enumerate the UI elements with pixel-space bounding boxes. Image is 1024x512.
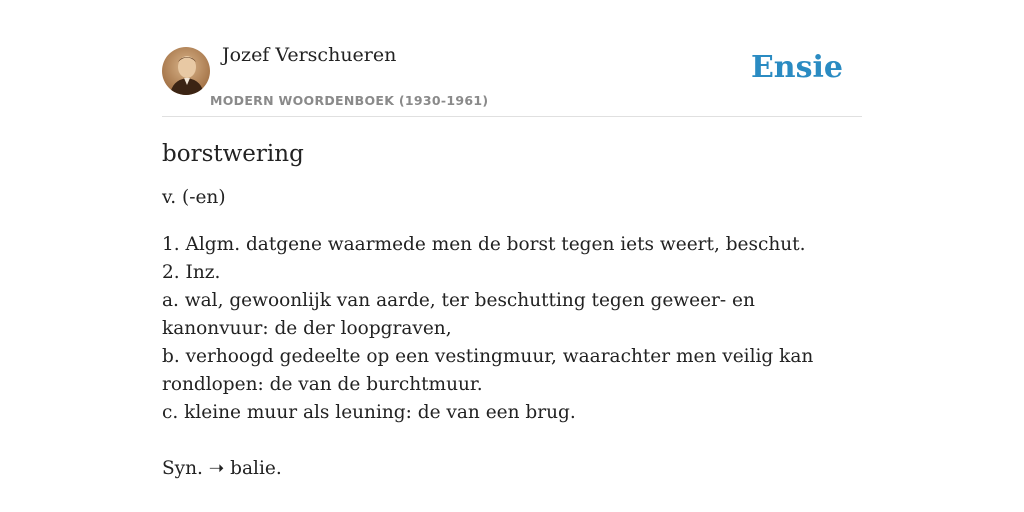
entry-definition	[162, 231, 862, 483]
paragraph-gap	[162, 427, 862, 455]
header	[162, 0, 862, 117]
definition-line: 2. Inz.	[162, 262, 221, 283]
definition-line: a. wal, gewoonlijk van aarde, ter beschutting tegen geweer- en kanonvuur: de der loopgraven,	[162, 290, 755, 339]
author-portrait-icon	[162, 47, 210, 95]
definition-line: c. kleine muur als leuning: de van een brug.	[162, 402, 576, 423]
source-title[interactable]: MODERN WOORDENBOEK (1930-1961)	[210, 93, 489, 108]
entry	[162, 138, 862, 483]
author-avatar[interactable]	[162, 47, 210, 95]
author-name[interactable]: Jozef Verschueren	[222, 44, 397, 66]
entry-grammar: v. (-en)	[162, 187, 226, 208]
definition-line: 1. Algm. datgene waarmede men de borst tegen iets weert, beschut.	[162, 234, 806, 255]
entry-term: borstwering	[162, 141, 304, 167]
definition-line: b. verhoogd gedeelte op een vestingmuur, waarachter men veilig kan rondlopen: de van de burchtmuur.	[162, 346, 814, 395]
synonym-line: Syn. ➝ balie.	[162, 458, 282, 479]
brand-logo[interactable]: Ensie	[750, 50, 843, 85]
